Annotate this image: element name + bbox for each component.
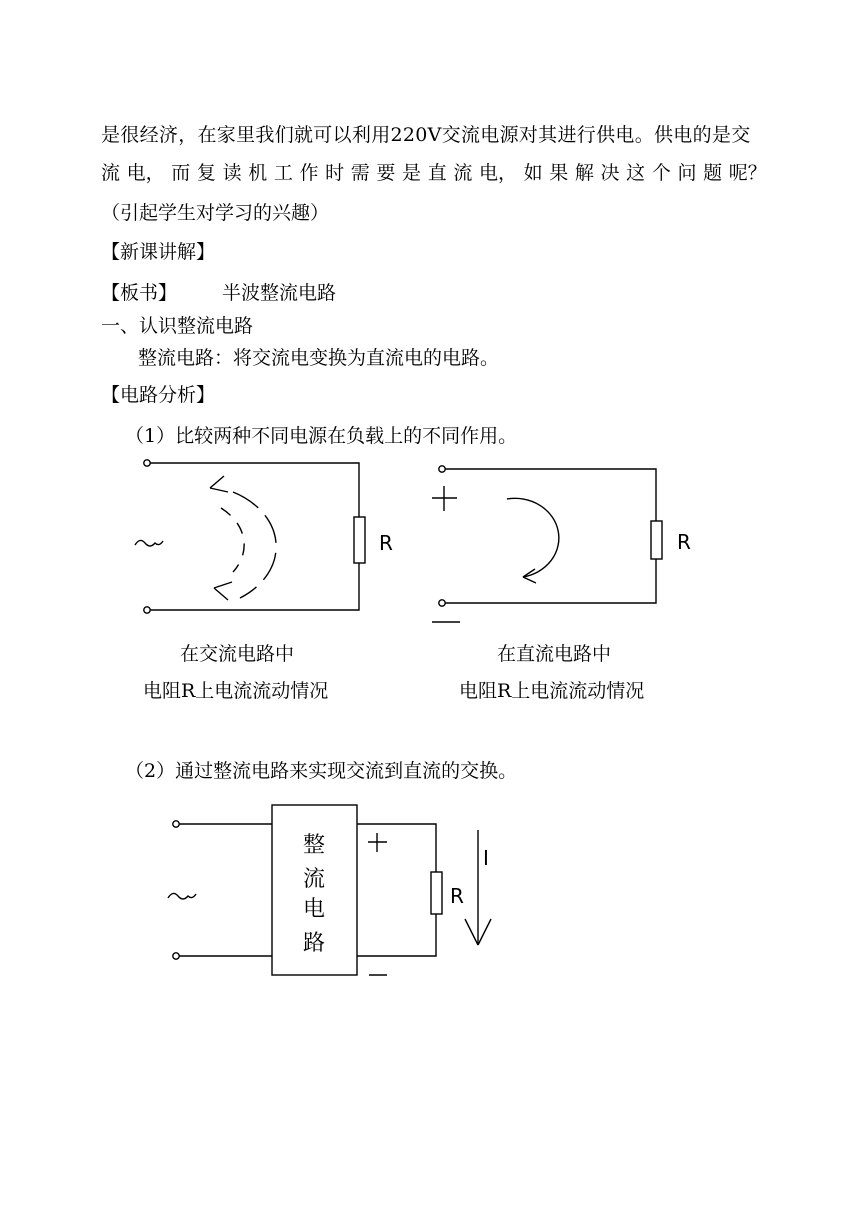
paragraph-line-2-char: 需: [350, 162, 370, 184]
paragraph-line-2-char: 电，: [478, 162, 517, 184]
item-2-text: （2）通过整流电路来实现交流到直流的交换。: [125, 760, 518, 782]
paragraph-line-1: 是很经济，在家里我们就可以利用220V交流电源对其进行供电。供电的是交: [101, 124, 751, 146]
paragraph-line-2-char: 流: [453, 162, 473, 184]
ac-caption-line-2: 电阻R上电流流动情况: [143, 680, 329, 702]
paragraph-line-2-char: 要: [376, 162, 396, 184]
rectifier-resistor-label: R: [450, 884, 464, 908]
dc-circuit-diagram: [425, 455, 705, 630]
paragraph-line-2-char: 复: [196, 162, 216, 184]
heading-circuit-analysis: 【电路分析】: [101, 384, 216, 406]
item-1-text: （1）比较两种不同电源在负载上的不同作用。: [125, 425, 518, 447]
ac-resistor-label: R: [379, 531, 393, 555]
rectifier-box-char-2: 流: [303, 867, 326, 892]
paragraph-line-2-char: 读: [222, 162, 242, 184]
paragraph-line-2-char: 决: [600, 162, 620, 184]
paragraph-line-2-char: 个: [651, 162, 671, 184]
rectifier-plus-sign: [368, 833, 387, 852]
board-title: 半波整流电路: [222, 282, 337, 304]
current-label: I: [483, 846, 489, 870]
dc-plus-sign: [432, 486, 457, 511]
paragraph-line-3: （引起学生对学习的兴趣）: [101, 202, 330, 224]
paragraph-line-2-char: 解: [574, 162, 594, 184]
paragraph-line-2-char: 时: [325, 162, 345, 184]
paragraph-line-2-char: 如: [523, 162, 543, 184]
paragraph-line-2-char: 题: [703, 162, 723, 184]
paragraph-line-2-char: 工: [273, 162, 293, 184]
rectifier-box-char-4: 路: [303, 931, 326, 956]
dc-resistor-label: R: [677, 530, 691, 554]
paragraph-line-2-char: 这: [626, 162, 646, 184]
heading-new-lesson: 【新课讲解】: [101, 241, 216, 263]
paragraph-line-2-char: 果: [549, 162, 569, 184]
paragraph-line-2: [101, 162, 767, 184]
paragraph-line-2-char: 电，: [126, 162, 165, 184]
section-1-definition: 整流电路：将交流电变换为直流电的电路。: [138, 347, 500, 369]
paragraph-line-2-char: 流: [101, 162, 121, 184]
dc-caption-line-2: 电阻R上电流流动情况: [459, 680, 645, 702]
ac-caption-line-1: 在交流电路中: [180, 643, 295, 665]
board-label: 【板书】: [101, 282, 178, 304]
paragraph-line-2-char: 直: [427, 162, 447, 184]
paragraph-line-2-char: 是: [402, 162, 422, 184]
paragraph-line-2-char: 问: [677, 162, 697, 184]
ac-circuit-diagram: [125, 450, 405, 620]
paragraph-line-2-char: 而: [171, 162, 191, 184]
rectifier-box-char-1: 整: [303, 833, 326, 858]
rectifier-box-char-3: 电: [303, 897, 326, 922]
dc-caption-line-1: 在直流电路中: [497, 643, 612, 665]
paragraph-line-2-char: 机: [248, 162, 268, 184]
paragraph-line-2-char: 作: [299, 162, 319, 184]
section-1-title: 一、认识整流电路: [101, 315, 254, 337]
rectifier-block-diagram: [160, 800, 510, 990]
paragraph-line-2-char: 呢？: [728, 162, 767, 184]
